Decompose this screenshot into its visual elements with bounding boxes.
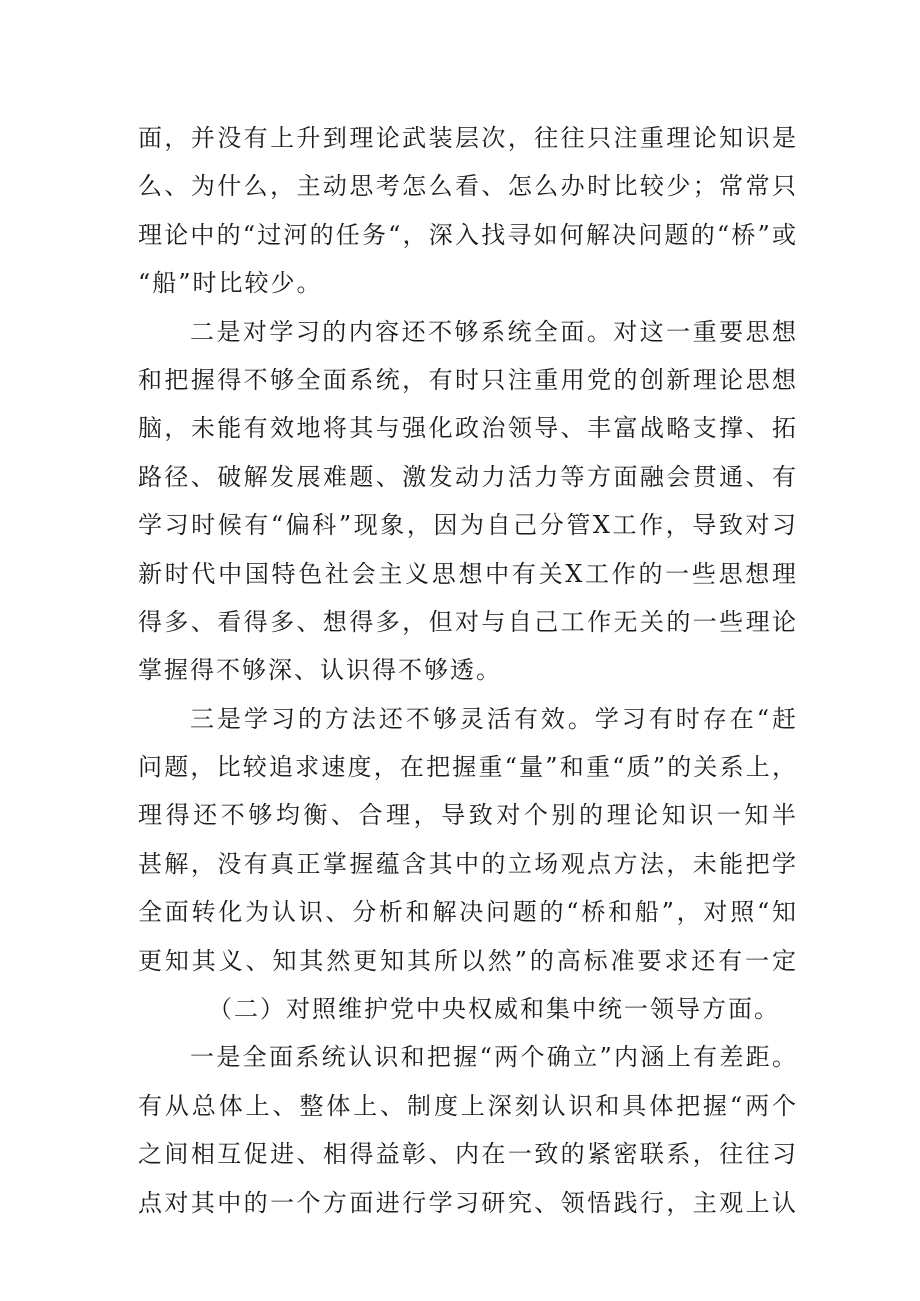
paragraph-first-line: 三是学习的方法还不够灵活有效。学习有时存在“赶 <box>190 704 798 733</box>
text-line: 得多、看得多、想得多，但对与自己工作无关的一些理论 <box>138 607 798 636</box>
text-line: 有从总体上、整体上、制度上深刻认识和具体把握“两个 <box>138 1091 798 1120</box>
text-line: 和把握得不够全面系统，有时只注重用党的创新理论思想 <box>138 365 798 394</box>
text-line: 全面转化为认识、分析和解决问题的“桥和船”，对照“知 <box>138 898 798 927</box>
text-line: 路径、破解发展难题、激发动力活力等方面融会贯通、有 <box>138 462 798 491</box>
text-line: 理得还不够均衡、合理，导致对个别的理论知识一知半 <box>138 801 798 830</box>
text-line: “船”时比较少。 <box>138 269 323 298</box>
text-line: 问题，比较追求速度，在把握重“量”和重“质”的关系上， <box>138 753 798 782</box>
text-line: 之间相互促进、相得益彰、内在一致的紧密联系，往往习 <box>138 1140 798 1169</box>
section-heading: （二）对照维护党中央权威和集中统一领导方面。 <box>208 995 780 1024</box>
text-line: 学习时候有“偏科”现象，因为自己分管X工作，导致对习 <box>138 511 798 540</box>
text-line: 么、为什么，主动思考怎么看、怎么办时比较少；常常只 <box>138 172 798 201</box>
document-body <box>138 114 798 1227</box>
paragraph-first-line: 一是全面系统认识和把握“两个确立”内涵上有差距。 <box>190 1043 798 1072</box>
text-line: 掌握得不够深、认识得不够透。 <box>138 656 502 685</box>
paragraph-first-line: 二是对学习的内容还不够系统全面。对这一重要思想 <box>190 317 798 346</box>
text-line: 脑，未能有效地将其与强化政治领导、丰富战略支撑、拓 <box>138 414 798 443</box>
text-line: 甚解，没有真正掌握蕴含其中的立场观点方法，未能把学 <box>138 849 798 878</box>
text-line: 理论中的“过河的任务“，深入找寻如何解决问题的“桥”或 <box>138 220 798 249</box>
text-line: 点对其中的一个方面进行学习研究、领悟践行，主观上认 <box>138 1188 798 1217</box>
text-line: 更知其义、知其然更知其所以然”的高标准要求还有一定 <box>138 946 798 975</box>
text-line: 新时代中国特色社会主义思想中有关X工作的一些思想理 <box>138 559 798 588</box>
text-line: 面，并没有上升到理论武装层次，往往只注重理论知识是 <box>138 124 798 152</box>
